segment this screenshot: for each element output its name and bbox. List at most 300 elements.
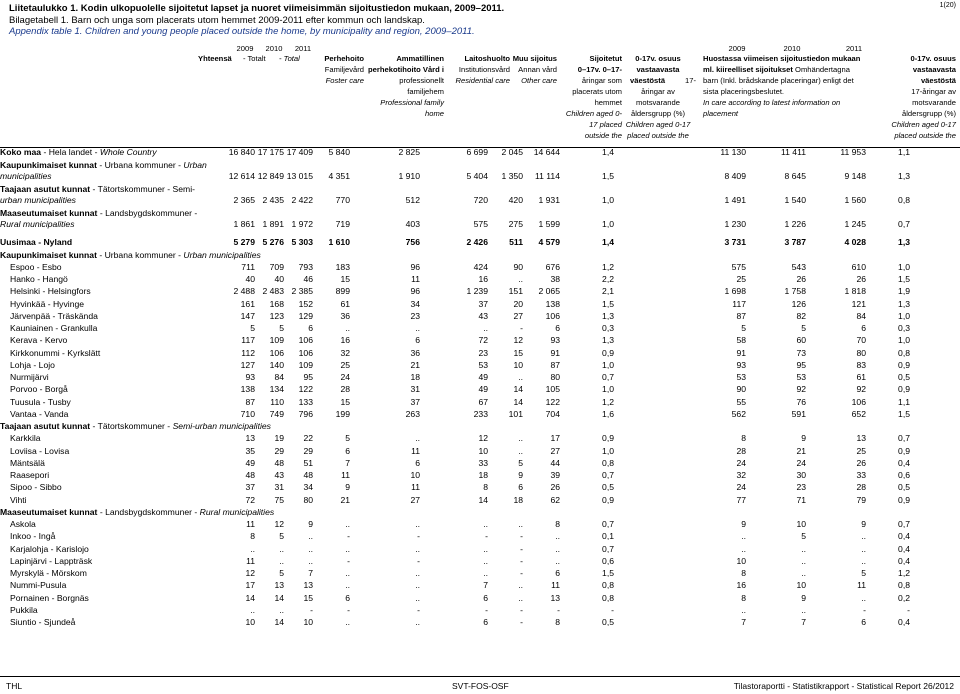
- table-cell: 8 645: [784, 171, 806, 182]
- municipality-row: [0, 408, 960, 420]
- municipality-row: [0, 604, 960, 616]
- table-cell: 87: [736, 310, 746, 321]
- table-cell: 92: [856, 384, 866, 395]
- header-foster-care: Foster care: [325, 76, 364, 85]
- table-cell: ..: [741, 543, 746, 554]
- table-cell: 95: [796, 359, 806, 370]
- table-cell: 27: [550, 445, 560, 456]
- table-header: [0, 44, 960, 144]
- table-cell: 12: [245, 568, 255, 578]
- table-cell: ..: [345, 519, 350, 529]
- group-header-row: [0, 249, 960, 261]
- table-cell: 25: [736, 274, 746, 284]
- table-cell: 1,0: [602, 359, 614, 370]
- table-cell: 110: [270, 396, 284, 407]
- table-cell: 1 599: [538, 219, 560, 230]
- municipality-row: [0, 261, 960, 273]
- table-cell: 7: [483, 580, 488, 591]
- table-cell: 8 409: [724, 171, 746, 182]
- table-cell: ..: [483, 555, 488, 566]
- table-cell: ..: [518, 519, 523, 529]
- row-label: Maaseutumaiset kunnat - Landsbygdskommuner - Rural municipalities: [0, 506, 275, 517]
- header-osuus-sv2: motsvarande: [636, 98, 680, 107]
- table-cell: 43: [274, 470, 284, 480]
- table-cell: 105: [545, 384, 560, 395]
- table-cell: 0,9: [898, 494, 910, 505]
- table-cell: 23: [410, 310, 420, 321]
- header-ammatillinen: Ammatillinen: [396, 54, 444, 63]
- table-cell: 106: [851, 396, 866, 407]
- row-label: Tuusula - Tusby: [10, 396, 71, 407]
- table-cell: ..: [308, 531, 313, 542]
- table-cell: 5: [279, 323, 284, 333]
- table-cell: 1,9: [898, 286, 910, 297]
- table-cell: 16: [340, 335, 350, 346]
- table-cell: 31: [274, 482, 284, 493]
- table-cell: 11 953: [840, 147, 866, 157]
- table-cell: -: [347, 531, 350, 542]
- table-cell: 129: [298, 310, 313, 321]
- header-in-care: In care according to latest information on: [703, 98, 841, 107]
- header-perhehoito: Perhehoito: [324, 54, 364, 63]
- table-cell: 575: [731, 261, 746, 272]
- table-cell: 14: [274, 617, 284, 627]
- table-cell: 26: [796, 274, 806, 284]
- row-label: Koko maa - Hela landet - Whole Country: [0, 147, 157, 157]
- table-cell: 76: [796, 396, 806, 407]
- municipality-row: [0, 518, 960, 530]
- row-label: Vihti: [10, 494, 27, 505]
- table-cell: 1,1: [898, 147, 910, 157]
- table-cell: 91: [550, 347, 560, 358]
- table-cell: 1,0: [602, 445, 614, 456]
- table-cell: 6: [308, 323, 313, 333]
- table-cell: 38: [550, 274, 560, 284]
- row-label: Taajaan asutut kunnat - Tätortskommuner - Semi-urban municipalities: [0, 184, 195, 206]
- table-cell: 33: [856, 470, 866, 480]
- municipality-row: [0, 555, 960, 567]
- table-cell: 123: [269, 310, 284, 321]
- table-cell: 53: [736, 372, 746, 382]
- table-cell: 1 540: [784, 195, 806, 206]
- table-cell: 1 861: [233, 219, 255, 230]
- table-cell: ..: [415, 323, 420, 333]
- municipality-row: [0, 334, 960, 346]
- row-label: Kirkkonummi - Kyrkslätt: [10, 347, 101, 358]
- table-cell: 1 226: [784, 219, 806, 230]
- table-cell: ..: [518, 580, 523, 591]
- table-cell: 17 409: [286, 147, 313, 157]
- table-cell: ..: [415, 617, 420, 627]
- table-cell: 87: [245, 396, 255, 407]
- table-cell: 32: [736, 470, 746, 480]
- table-cell: 96: [410, 261, 420, 272]
- table-cell: 24: [796, 457, 806, 468]
- table-cell: 1,5: [602, 568, 614, 578]
- table-cell: 0,5: [898, 482, 910, 493]
- row-label: Espoo - Esbo: [10, 261, 62, 272]
- table-cell: 73: [796, 347, 806, 358]
- table-cell: 48: [274, 457, 284, 468]
- header-right-year-2011: 2011: [845, 44, 863, 53]
- table-cell: 71: [796, 494, 806, 505]
- table-cell: 53: [478, 359, 488, 370]
- table-cell: 122: [545, 396, 560, 407]
- table-cell: 32: [340, 347, 350, 358]
- table-cell: 1 245: [844, 219, 866, 230]
- table-cell: 2,1: [602, 286, 614, 297]
- header-familjevard: Familjevård: [324, 65, 364, 74]
- table-cell: -: [520, 604, 523, 615]
- table-cell: 106: [545, 310, 560, 321]
- municipality-row: [0, 371, 960, 383]
- table-cell: -: [417, 604, 420, 615]
- table-cell: ..: [345, 580, 350, 591]
- table-cell: 6: [345, 445, 350, 456]
- table-cell: 18: [478, 470, 488, 480]
- table-cell: 1,3: [602, 310, 614, 321]
- table-cell: 9: [801, 433, 806, 444]
- total-row: [0, 160, 960, 182]
- municipality-row: [0, 273, 960, 285]
- table-cell: -: [520, 568, 523, 578]
- table-cell: 512: [405, 195, 420, 206]
- table-cell: 0,9: [602, 347, 614, 358]
- table-cell: 109: [269, 335, 284, 346]
- table-cell: 263: [405, 408, 420, 419]
- table-cell: 93: [736, 359, 746, 370]
- table-cell: 1 239: [466, 286, 488, 297]
- table-cell: 62: [550, 494, 560, 505]
- table-cell: 1 610: [328, 237, 350, 248]
- table-cell: -: [611, 604, 614, 615]
- table-cell: 121: [851, 298, 866, 309]
- table-cell: ..: [741, 531, 746, 542]
- table-cell: 15: [513, 347, 523, 358]
- table-cell: 1 910: [398, 171, 420, 182]
- table-cell: 1 758: [784, 286, 806, 297]
- table-cell: 8: [483, 482, 488, 493]
- table-cell: 0,6: [602, 555, 614, 566]
- table-cell: 14: [478, 494, 488, 505]
- table-cell: 0,5: [602, 617, 614, 627]
- table-cell: 14: [245, 592, 255, 603]
- footer-divider: [0, 676, 960, 677]
- table-cell: 1 230: [724, 219, 746, 230]
- table-cell: 18: [513, 494, 523, 505]
- table-cell: 90: [513, 261, 523, 272]
- table-cell: 1 560: [844, 195, 866, 206]
- table-cell: -: [417, 555, 420, 566]
- table-cell: 2 385: [291, 286, 313, 297]
- header-osuus: 0-17v. osuus: [635, 54, 681, 63]
- table-cell: ..: [861, 592, 866, 603]
- table-cell: 0,8: [898, 580, 910, 591]
- header-muu-sijoitus: Muu sijoitus: [512, 54, 557, 63]
- table-cell: 13 015: [286, 171, 313, 182]
- municipality-row: [0, 481, 960, 493]
- table-cell: 10: [303, 617, 313, 627]
- table-cell: 87: [550, 359, 560, 370]
- table-cell: 511: [509, 237, 523, 248]
- table-cell: 6: [861, 617, 866, 627]
- table-cell: 9 148: [844, 171, 866, 182]
- table-cell: 1 350: [501, 171, 523, 182]
- table-cell: 10: [513, 359, 523, 370]
- table-cell: 11 114: [534, 171, 560, 182]
- table-cell: 12 614: [228, 171, 255, 182]
- header-institutionsvard: Institutionsvård: [458, 65, 510, 74]
- table-cell: ..: [518, 274, 523, 284]
- table-cell: 151: [508, 286, 523, 297]
- table-cell: 403: [405, 219, 420, 230]
- table-cell: 0,7: [898, 433, 910, 444]
- municipality-row: [0, 567, 960, 579]
- table-cell: ..: [801, 568, 806, 578]
- header-familjehem: familjehem: [407, 87, 444, 96]
- table-cell: -: [520, 543, 523, 554]
- table-cell: 11: [411, 482, 420, 493]
- table-cell: ..: [345, 568, 350, 578]
- table-cell: 0,9: [898, 359, 910, 370]
- table-cell: 1,5: [602, 171, 614, 182]
- table-cell: 8: [555, 617, 560, 627]
- row-label: Maaseutumaiset kunnat - Landsbygdskommuner - Rural municipalities: [0, 208, 198, 230]
- table-cell: 2 365: [233, 195, 255, 206]
- header-sijoitetut-en2: 17 placed: [589, 120, 622, 129]
- table-cell: 6 699: [466, 147, 488, 157]
- municipality-row: [0, 469, 960, 481]
- table-cell: 112: [241, 347, 255, 358]
- table-cell: 5: [279, 531, 284, 542]
- table-cell: 1,5: [602, 298, 614, 309]
- table-cell: 5 840: [328, 147, 350, 157]
- table-cell: 109: [298, 359, 313, 370]
- table-cell: ..: [801, 543, 806, 554]
- table-cell: 5 404: [466, 171, 488, 182]
- table-cell: 83: [856, 359, 866, 370]
- table-cell: 77: [736, 494, 746, 505]
- footer-right: Tilastoraportti - Statistikrapport - Statistical Report 26/2012: [733, 681, 954, 691]
- row-label: Kaupunkimaiset kunnat - Urbana kommuner - Urban municipalities: [0, 160, 207, 182]
- table-cell: 91: [736, 347, 746, 358]
- table-cell: 8: [555, 519, 560, 529]
- row-label: Nurmijärvi: [10, 372, 49, 382]
- table-cell: 1,3: [898, 237, 910, 248]
- table-cell: 610: [851, 261, 866, 272]
- table-cell: 709: [269, 261, 284, 272]
- header-placement: placement: [703, 109, 739, 118]
- table-cell: 3 731: [724, 237, 746, 248]
- title-english: Appendix table 1. Children and young people placed outside the home, by municipality and region, 2009–2011.: [9, 26, 475, 37]
- table-cell: 1 972: [291, 219, 313, 230]
- table-cell: 0,9: [602, 494, 614, 505]
- table-cell: 0,8: [898, 347, 910, 358]
- table-cell: 134: [269, 384, 284, 395]
- table-cell: 40: [245, 274, 255, 284]
- header-residential-care: Residential care: [455, 76, 510, 85]
- table-cell: 1 818: [844, 286, 866, 297]
- municipality-row: [0, 383, 960, 395]
- header-other-care: Other care: [521, 76, 557, 85]
- table-cell: 34: [410, 298, 420, 309]
- table-cell: 152: [298, 298, 313, 309]
- table-cell: 117: [241, 335, 255, 346]
- municipality-row: [0, 359, 960, 371]
- header-osuus-vastaavasta: vastaavasta: [636, 65, 680, 74]
- table-cell: 25: [340, 359, 350, 370]
- table-titles: [9, 3, 504, 38]
- table-cell: 11: [411, 274, 420, 284]
- table-cell: 1,3: [898, 171, 910, 182]
- table-cell: -: [520, 555, 523, 566]
- table-cell: 0,8: [602, 592, 614, 603]
- table-cell: 1,2: [602, 261, 614, 272]
- header-right-en1: Children aged 0-17: [891, 120, 956, 129]
- table-cell: 793: [298, 261, 313, 272]
- table-cell: 2 422: [291, 195, 313, 206]
- table-cell: ..: [555, 543, 560, 554]
- table-cell: 1 931: [538, 195, 560, 206]
- table-cell: 106: [269, 347, 284, 358]
- table-cell: 1,5: [898, 408, 910, 419]
- table-cell: 5: [250, 323, 255, 333]
- table-cell: 1,0: [602, 195, 614, 206]
- table-cell: ..: [801, 555, 806, 566]
- table-cell: 49: [478, 372, 488, 382]
- table-cell: 20: [513, 298, 523, 309]
- municipality-row: [0, 322, 960, 334]
- table-cell: 84: [274, 372, 284, 382]
- table-cell: 9: [345, 482, 350, 493]
- table-cell: 10: [245, 617, 255, 627]
- table-cell: 11: [246, 555, 255, 566]
- table-cell: 40: [274, 274, 284, 284]
- row-label: Karjalohja - Karislojo: [10, 543, 89, 554]
- table-cell: 133: [298, 396, 313, 407]
- title-swedish: Bilagetabell 1. Barn och unga som placerats utom hemmet 2009-2011 efter kommun och landskap.: [9, 14, 425, 26]
- header-yhteensa: Yhteensä: [198, 54, 232, 63]
- table-cell: 719: [335, 219, 350, 230]
- table-cell: 8: [741, 592, 746, 603]
- table-cell: 101: [508, 408, 523, 419]
- table-cell: 4 579: [538, 237, 560, 248]
- row-label: Pornainen - Borgnäs: [10, 592, 89, 603]
- table-cell: 46: [303, 274, 313, 284]
- header-year-2010: 2010: [265, 44, 283, 53]
- table-cell: 0,4: [898, 555, 910, 566]
- header-laitoshuolto: Laitoshuolto: [464, 54, 510, 63]
- header-sijoitetut-sv2: placerats utom: [572, 87, 622, 96]
- table-cell: ..: [279, 604, 284, 615]
- table-cell: 5: [801, 323, 806, 333]
- table-cell: 4 351: [328, 171, 350, 182]
- row-label: Pukkila: [10, 604, 38, 615]
- table-cell: 6: [861, 323, 866, 333]
- table-cell: ..: [518, 433, 523, 444]
- header-totalt: - Totalt: [243, 54, 266, 63]
- table-cell: 899: [335, 286, 350, 297]
- row-label: Järvenpää - Träskända: [10, 310, 98, 321]
- table-cell: 16: [478, 274, 488, 284]
- municipality-row: [0, 457, 960, 469]
- table-cell: 183: [335, 261, 350, 272]
- table-cell: 127: [240, 359, 255, 370]
- table-cell: 0,3: [898, 323, 910, 333]
- table-cell: 35: [245, 445, 255, 456]
- header-right-year-2010: 2010: [783, 44, 801, 53]
- row-label: Kerava - Kervo: [10, 335, 68, 346]
- table-cell: 18: [410, 372, 420, 382]
- table-cell: 28: [340, 384, 350, 395]
- table-cell: 117: [732, 298, 746, 309]
- table-cell: 7: [741, 617, 746, 627]
- table-cell: 14: [513, 384, 523, 395]
- table-cell: 13: [245, 433, 255, 444]
- table-cell: 704: [545, 408, 560, 419]
- table-cell: 11 411: [780, 147, 806, 157]
- total-row: [0, 184, 960, 206]
- table-cell: 53: [796, 372, 806, 382]
- header-right-vastaavasta: vastaavasta: [912, 65, 956, 74]
- table-cell: 9: [308, 519, 313, 529]
- table-cell: 21: [796, 445, 806, 456]
- table-cell: 1,2: [898, 568, 910, 578]
- table-cell: 13: [303, 580, 313, 591]
- table-cell: ..: [308, 555, 313, 566]
- header-osuus-en2: placed outside the: [627, 131, 689, 140]
- table-cell: 2 488: [233, 286, 255, 297]
- table-cell: 138: [545, 298, 560, 309]
- table-cell: -: [520, 323, 523, 333]
- table-cell: 0,8: [602, 457, 614, 468]
- table-cell: 61: [856, 372, 866, 382]
- table-cell: ..: [518, 445, 523, 456]
- table-cell: 5 276: [262, 237, 284, 248]
- row-label: Loviisa - Lovisa: [10, 445, 70, 456]
- group-header-row: [0, 420, 960, 432]
- table-cell: 79: [856, 494, 866, 505]
- table-cell: ..: [483, 323, 488, 333]
- table-cell: 2 483: [262, 286, 284, 297]
- table-cell: 6: [345, 592, 350, 603]
- table-cell: 1,0: [602, 219, 614, 230]
- table-cell: -: [520, 617, 523, 627]
- region-row: [0, 236, 960, 248]
- table-cell: 26: [550, 482, 560, 493]
- header-right-en2: placed outside the: [894, 131, 956, 140]
- table-cell: 122: [298, 384, 313, 395]
- header-huostassa: Huostassa viimeisen sijoitustiedon mukaan: [703, 54, 861, 63]
- table-cell: 1,4: [602, 237, 614, 248]
- table-cell: 0,7: [602, 372, 614, 382]
- table-cell: 37: [410, 396, 420, 407]
- table-cell: 711: [241, 261, 255, 272]
- header-sijoitetut-sv3: hemmet: [594, 98, 622, 107]
- table-cell: 26: [856, 274, 866, 284]
- table-cell: ..: [518, 592, 523, 603]
- table-cell: 3 787: [784, 237, 806, 248]
- table-cell: 24: [736, 457, 746, 468]
- table-cell: 0,7: [602, 470, 614, 480]
- table-cell: 720: [473, 195, 488, 206]
- table-cell: 1 698: [724, 286, 746, 297]
- table-cell: -: [310, 604, 313, 615]
- table-cell: 15: [340, 396, 350, 407]
- table-cell: 0,7: [898, 519, 910, 529]
- group-header-row: [0, 506, 960, 518]
- table-cell: 43: [478, 310, 488, 321]
